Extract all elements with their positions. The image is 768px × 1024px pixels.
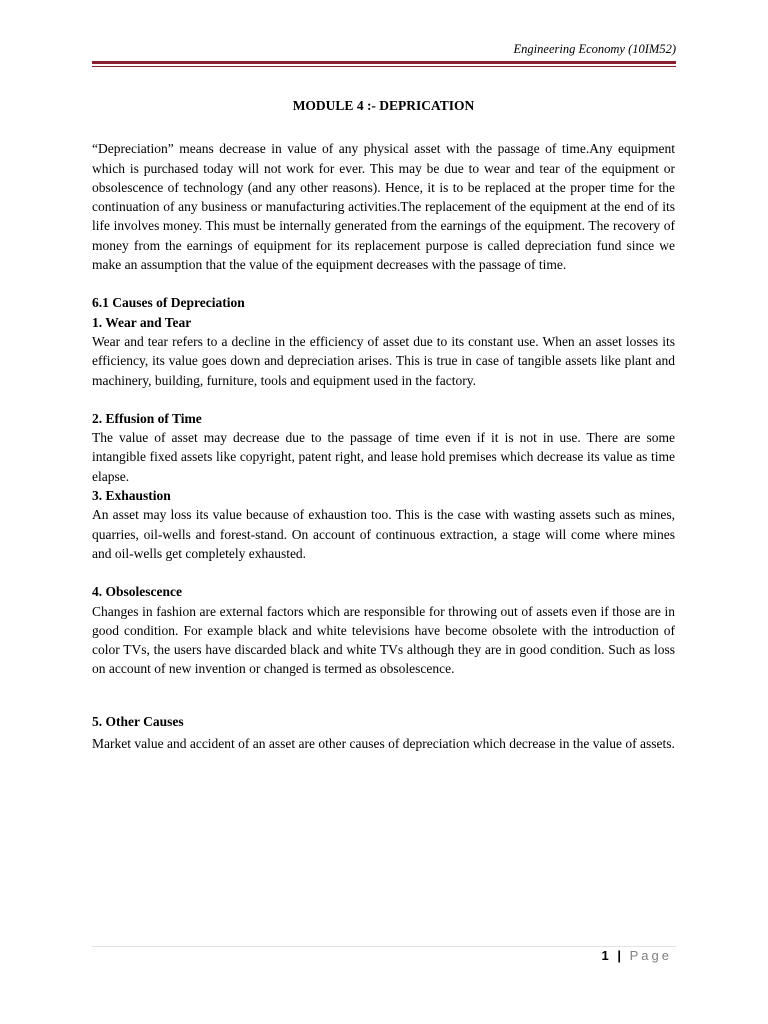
causes-heading: 6.1 Causes of Depreciation <box>92 295 245 311</box>
section-heading-exhaustion: 3. Exhaustion <box>92 488 171 504</box>
section-body-obsolescence: Changes in fashion are external factors which are responsible for throwing out of assets even if those are in good condition. For example black and white televisions have become obsolete with the introduction of color TVs, the users have discarded black and white TVs although they are in good condition. Such as loss on account of new invention or changed is termed as obsolescence. <box>92 603 675 677</box>
page-number: 1 <box>601 948 611 963</box>
running-header: Engineering Economy (10IM52) <box>513 42 676 56</box>
section-body-wear-and-tear: Wear and tear refers to a decline in the efficiency of asset due to its constant use. When an asset losses its efficiency, its value goes down and depreciation arises. This is true in case of tangible assets like plant and machinery, building, furniture, tools and equipment used in the factory. <box>92 333 675 388</box>
section-body-other-causes: Market value and accident of an asset are other causes of depreciation which decrease in the value of assets. <box>92 736 675 752</box>
intro-paragraph: “Depreciation” means decrease in value of any physical asset with the passage of time.Any equipment which is purchased today will not work for ever. This may be due to wear and tear of the equipment or obsolescence of technology (and any other reasons). Hence, it is to be replaced at the proper time for the continuation of any business or manufacturing activities.The replacement of the equipment at the end of its life involves money. This must be internally generated from the earnings of the equipment. The recovery of money from the earnings of equipment for its replacement purpose is called depreciation fund since we make an assumption that the value of the equipment decreases with the passage of time. <box>92 141 675 273</box>
footer-separator: | <box>617 948 623 963</box>
header-rule-thick <box>92 61 676 64</box>
page-body <box>92 96 675 756</box>
footer-rule <box>92 946 676 947</box>
section-heading-other-causes: 5. Other Causes <box>92 713 184 729</box>
page-label: Page <box>629 948 672 963</box>
section-body-exhaustion: An asset may loss its value because of exhaustion too. This is the case with wasting assets such as mines, quarries, oil-wells and forest-stand. On account of continuous extraction, a stage will come where mines and oil-wells get completely exhausted. <box>92 507 675 561</box>
section-body-effusion-of-time: The value of asset may decrease due to the passage of time even if it is not in use. There are some intangible fixed assets like copyright, patent right, and lease hold premises which decrease its value as time elapse. <box>92 430 675 484</box>
section-heading-obsolescence: 4. Obsolescence <box>92 584 182 600</box>
section-heading-wear-and-tear: 1. Wear and Tear <box>92 314 192 330</box>
page-title: MODULE 4 :- DEPRICATION <box>292 98 475 113</box>
header-rule-thin <box>92 66 676 67</box>
section-heading-effusion-of-time: 2. Effusion of Time <box>92 410 202 426</box>
page-footer <box>602 948 673 963</box>
